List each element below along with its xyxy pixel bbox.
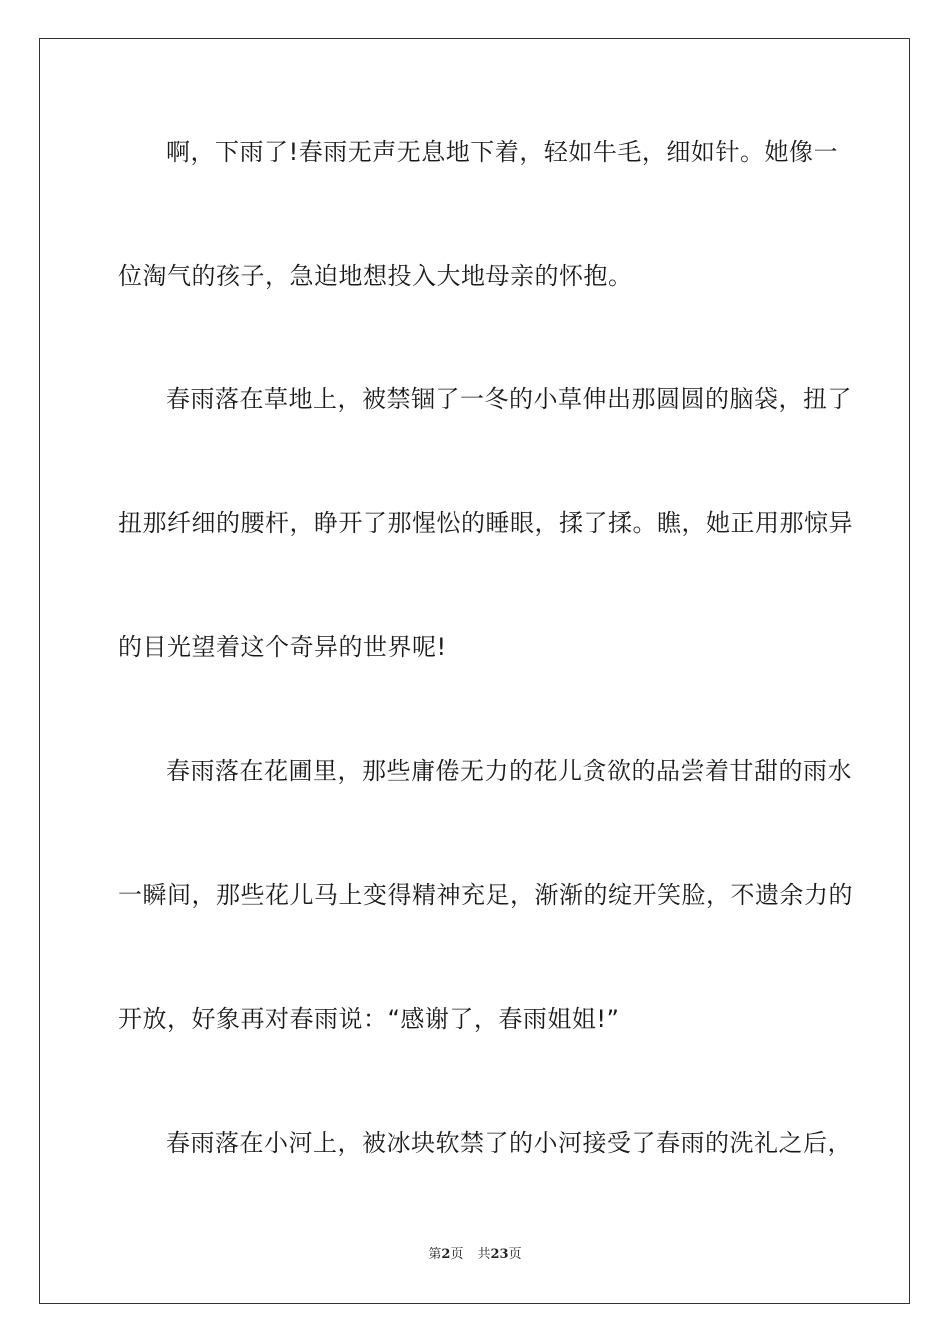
paragraph-2-line-1: 春雨落在草地上，被禁锢了一冬的小草伸出那圆圆的脑袋，扭了 [166,385,852,413]
page-prefix: 第 [428,1247,442,1262]
paragraph-3-line-2: 一瞬间，那些花儿马上变得精神充足，渐渐的绽开笑脸，不遗余力的 [118,881,853,909]
total-prefix: 共 [477,1247,491,1262]
paragraph-4-line-1: 春雨落在小河上，被冰块软禁了的小河接受了春雨的洗礼之后， [166,1129,852,1157]
page-number: 2 [441,1247,451,1262]
paragraph-1-line-1: 啊，下雨了!春雨无声无息地下着，轻如牛毛，细如针。她像一 [166,138,838,166]
paragraph-3-line-1: 春雨落在花圃里，那些庸倦无力的花儿贪欲的品尝着甘甜的雨水 [166,757,852,785]
paragraph-1-line-2: 位淘气的孩子，急迫地想投入大地母亲的怀抱。 [118,262,633,290]
paragraph-2-line-2: 扭那纤细的腰杆，睁开了那惺忪的睡眼，揉了揉。瞧，她正用那惊异 [118,509,853,537]
paragraph-2-line-3: 的目光望着这个奇异的世界呢! [118,633,447,661]
page-border [39,38,910,1304]
page-suffix: 页 [450,1247,464,1262]
total-suffix: 页 [508,1247,522,1262]
total-pages: 23 [490,1247,509,1262]
paragraph-3-line-3: 开放，好象再对春雨说：“感谢了，春雨姐姐!” [118,1005,620,1033]
page-footer [0,1247,950,1263]
